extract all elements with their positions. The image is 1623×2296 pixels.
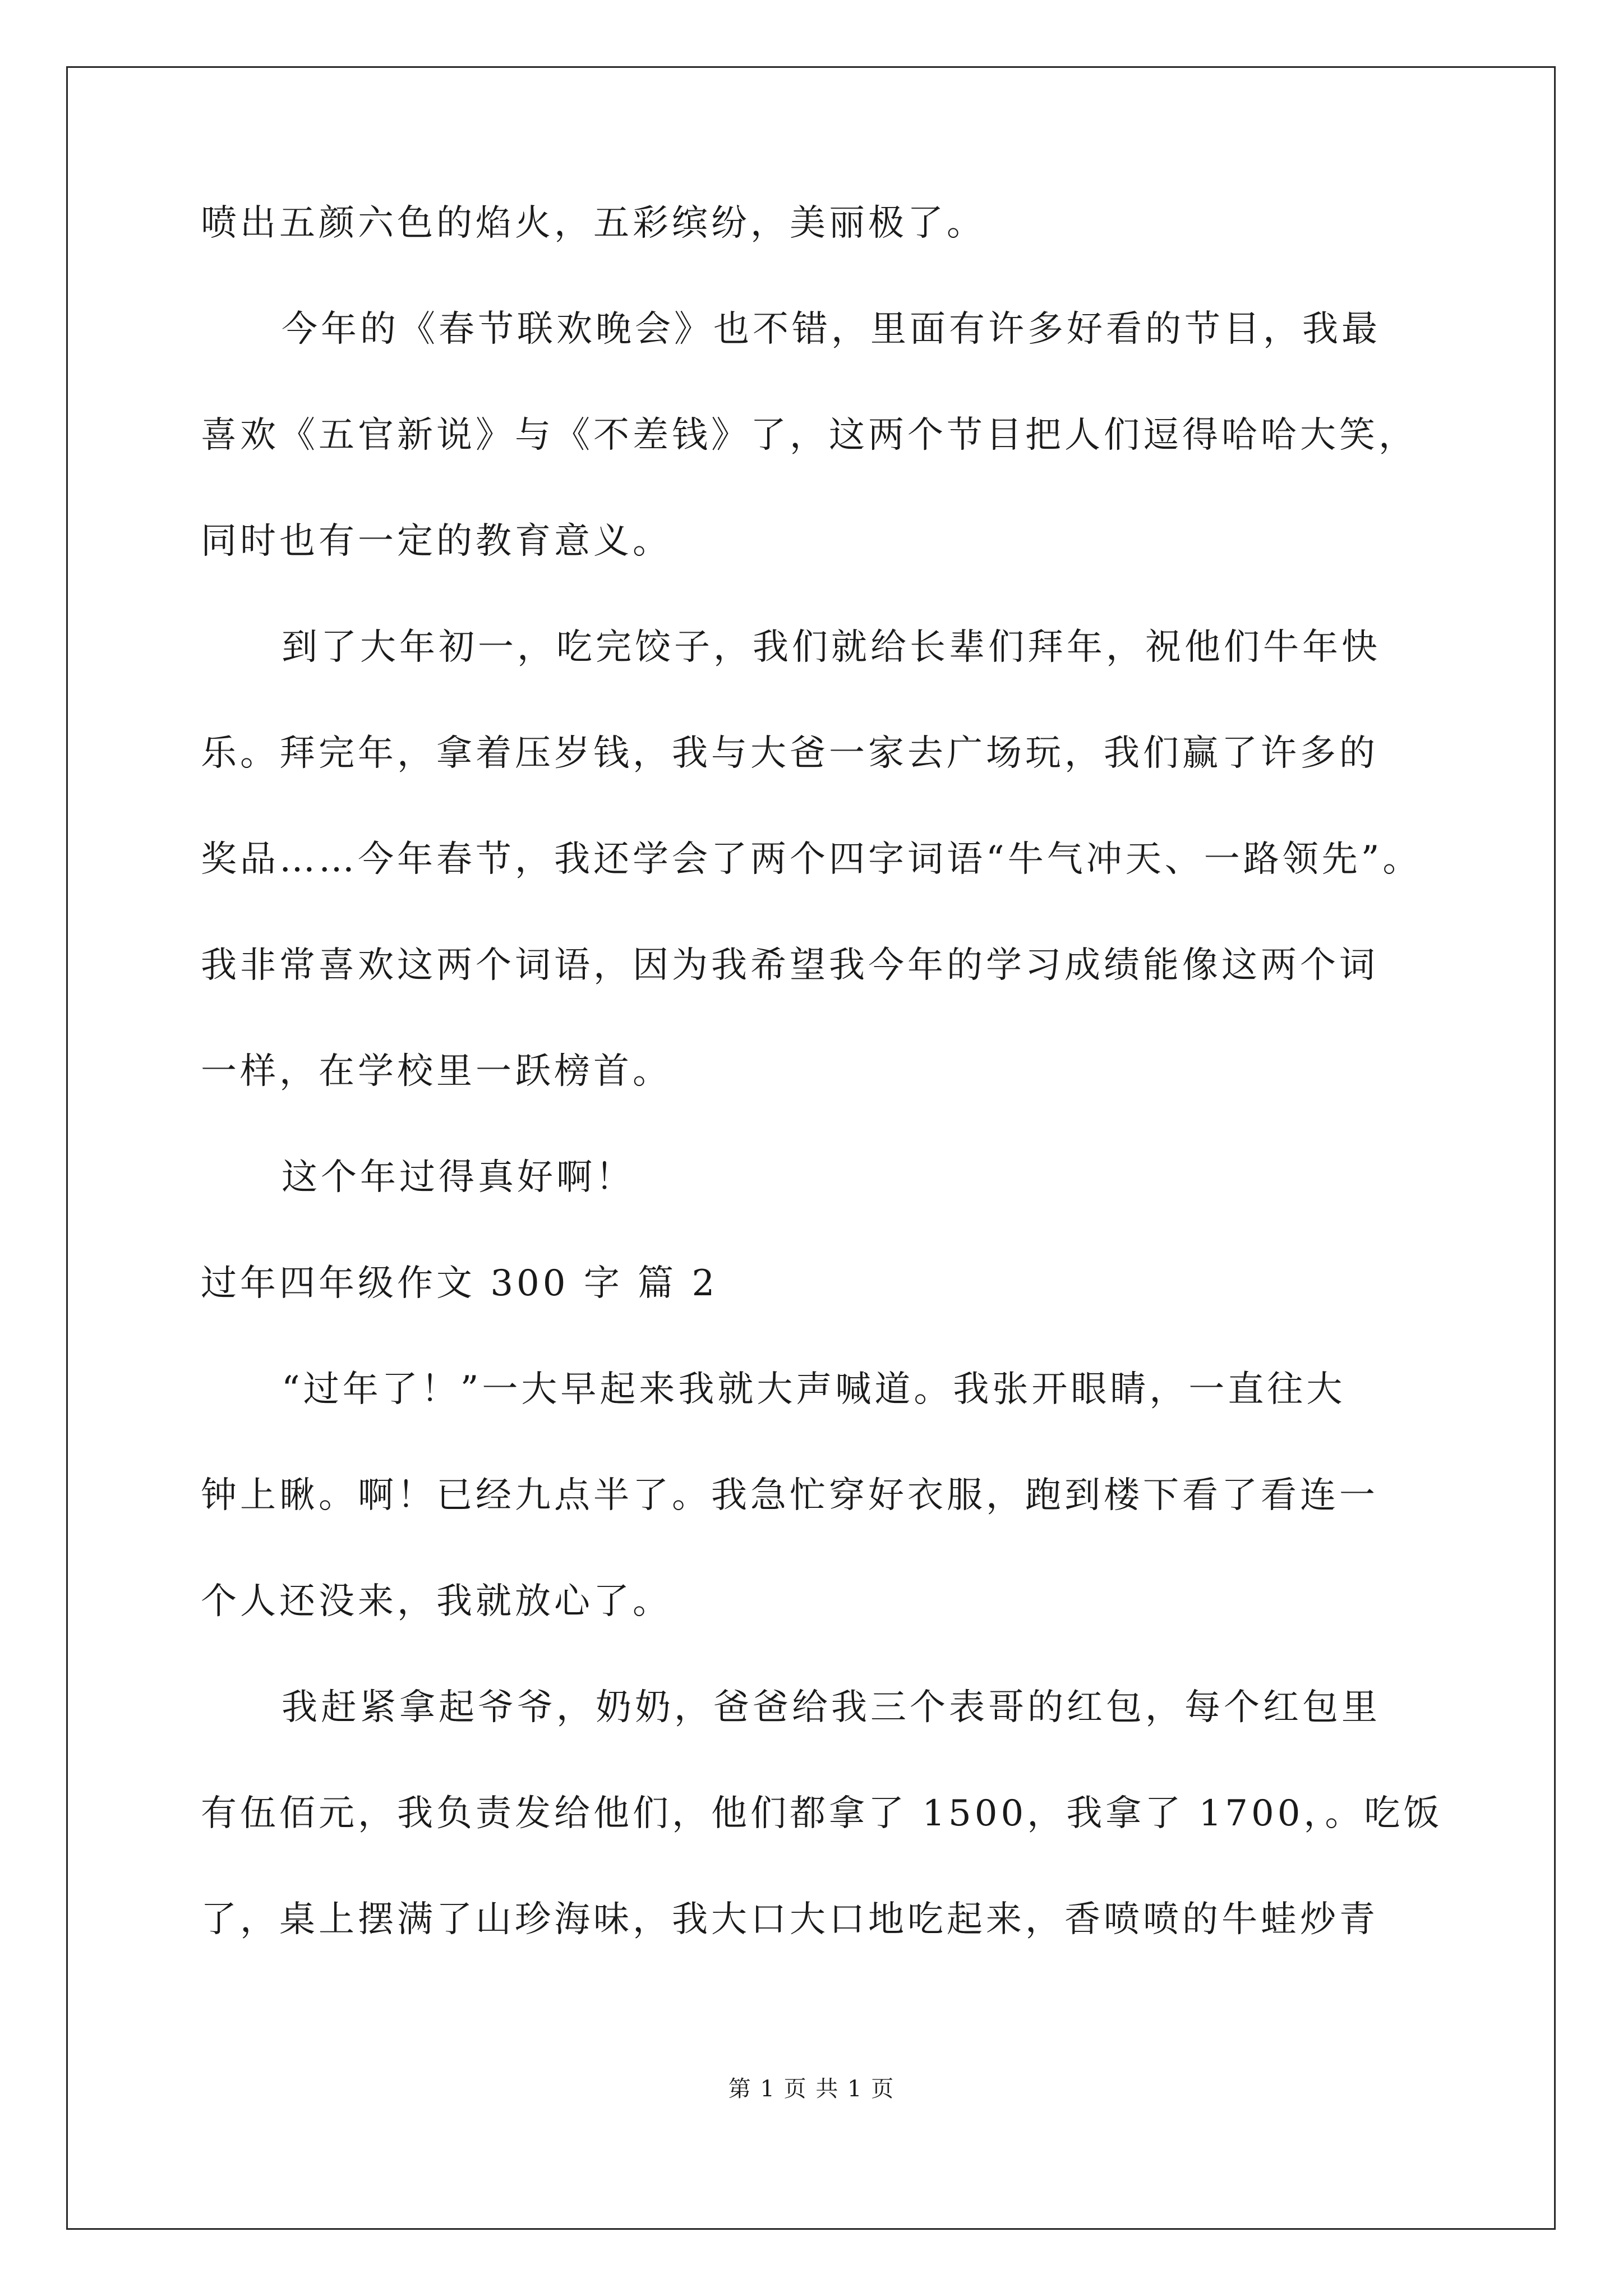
section-heading: 过年四年级作文 300 字 篇 2 [201, 1263, 718, 1304]
text-line: 同时也有一定的教育意义。 [201, 521, 672, 562]
text-line: 有伍佰元，我负责发给他们，他们都拿了 1500，我拿了 1700，。吃饭 [201, 1793, 1443, 1834]
paragraph-first-line: 我赶紧拿起爷爷，奶奶，爸爸给我三个表哥的红包，每个红包里 [282, 1687, 1381, 1728]
text-line: 喜欢《五官新说》与《不差钱》了，这两个节目把人们逗得哈哈大笑， [201, 415, 1418, 456]
paragraph-first-line: 到了大年初一，吃完饺子，我们就给长辈们拜年，祝他们牛年快 [282, 627, 1381, 668]
page-footer: 第 1 页 共 1 页 [728, 2076, 895, 2102]
text-line: 个人还没来，我就放心了。 [201, 1581, 672, 1622]
text-line: 乐。拜完年，拿着压岁钱，我与大爸一家去广场玩，我们赢了许多的 [201, 733, 1378, 774]
paragraph-first-line: 今年的《春节联欢晚会》也不错，里面有许多好看的节目，我最 [282, 309, 1381, 350]
text-line: 一样，在学校里一跃榜首。 [201, 1051, 672, 1092]
text-line: 了，桌上摆满了山珍海味，我大口大口地吃起来，香喷喷的牛蛙炒青 [201, 1899, 1378, 1940]
text-line: 喷出五颜六色的焰火，五彩缤纷，美丽极了。 [201, 203, 986, 244]
text-line: 奖品……今年春节，我还学会了两个四字词语“牛气冲天、一路领先”。 [201, 839, 1422, 880]
text-line: 我非常喜欢这两个词语，因为我希望我今年的学习成绩能像这两个词 [201, 945, 1378, 986]
paragraph-first-line: 这个年过得真好啊！ [282, 1157, 635, 1198]
paragraph-first-line: “过年了！”一大早起来我就大声喊道。我张开眼睛，一直往大 [282, 1369, 1346, 1410]
text-line: 钟上瞅。啊！已经九点半了。我急忙穿好衣服，跑到楼下看了看连一 [201, 1475, 1378, 1516]
